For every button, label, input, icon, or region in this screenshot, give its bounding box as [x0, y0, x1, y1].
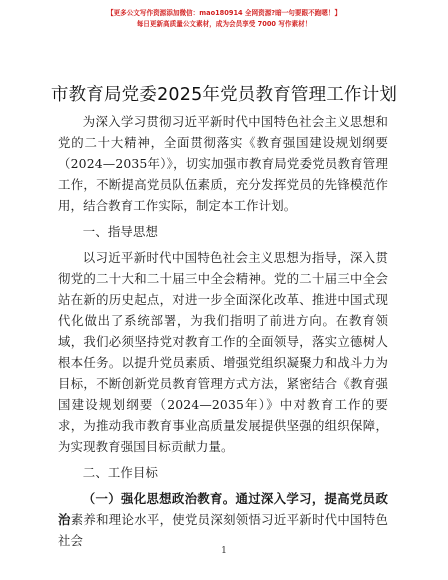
document-title: 市教育局党委2025年党员教育管理工作计划	[50, 85, 398, 105]
section-1-heading: 一、指导思想	[82, 224, 159, 239]
item-1-lead: 通过深入学习，提高党员政治	[58, 491, 388, 527]
promo-banner	[0, 8, 448, 30]
item-1-body: 素养和理论水平，使党员深刻领悟习近平新时代中国特色社会	[58, 512, 388, 548]
promo-banner-line-1: 【更多公文写作资源添加微信：mao180914 全网资源?暗一句要跟不跑嗯！】	[106, 9, 342, 17]
section-2-heading: 二、工作目标	[82, 465, 159, 480]
intro-paragraph: 为深入学习贯彻习近平新时代中国特色社会主义思想和党的二十大精神，全面贯彻落实《教育强国建设规划纲要（2024—2035年）》，切实加强市教育局党委党员教育管理工作，不断提高党员队伍素质，充分发挥党员的先锋模范作用，结合教育工作实际，制定本工作计划。	[58, 114, 388, 213]
item-1-paragraph	[58, 488, 388, 551]
section-1-paragraph: 以习近平新时代中国特色社会主义思想为指导，深入贯彻党的二十大和二十届三中全会精神。党的二十届三中全会站在新的历史起点，对进一步全面深化改革、推进中国式现代化做出了系统部署，为我们指明了前进方向。在教育领域，我们必须坚持党对教育工作的全面领导，落实立德树人根本任务。以提升党员素质、增强党组织凝聚力和战斗力为目标，不断创新党员教育管理方式方法，紧密结合《教育强国建设规划纲要（2024—2035年）》中对教育工作的要求，为推动我市教育事业高质量发展提供坚强的组织保障，为实现教育强国目标贡献力量。	[58, 250, 388, 454]
item-1-label: （一）强化思想政治教育。	[82, 491, 236, 506]
promo-banner-line-2: 每日更新高质量公文素材，成为会员享受 7000 写作素材！	[136, 20, 312, 28]
page-number: 1	[221, 546, 227, 556]
document-body	[58, 111, 388, 551]
